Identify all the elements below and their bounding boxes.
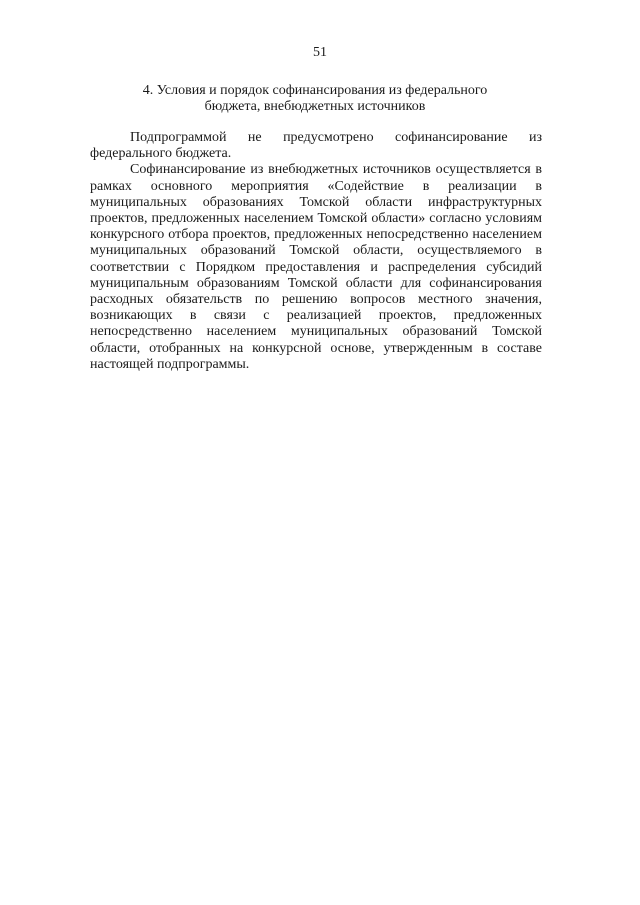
paragraph-1: Подпрограммой не предусмотрено софинансирование из федерального бюджета. bbox=[90, 130, 542, 162]
section-heading-line-1: 4. Условия и порядок софинансирования из федерального bbox=[142, 83, 488, 98]
section-heading-line-2: бюджета, внебюджетных источников bbox=[204, 99, 426, 114]
section-heading bbox=[95, 83, 535, 115]
body-text bbox=[90, 130, 542, 373]
paragraph-2: Софинансирование из внебюджетных источников осуществляется в рамках основного мероприятия «Содействие в реализации в муниципальных образованиях Томской области инфраструктурных проектов, предложенных населением Томской области» согласно условиям конкурсного отбора проектов, предложенных непосредственно населением муниципальных образований Томской области, осуществляемого в соответствии с Порядком предоставления и распределения субсидий муниципальным образованиям Томской области для софинансирования расходных обязательств по решению вопросов местного значения, возникающих в связи с реализацией проектов, предложенных непосредственно населением муниципальных образований Томской области, отобранных на конкурсной основе, утвержденным в составе настоящей подпрограммы. bbox=[90, 162, 542, 372]
page-number: 51 bbox=[313, 45, 327, 60]
